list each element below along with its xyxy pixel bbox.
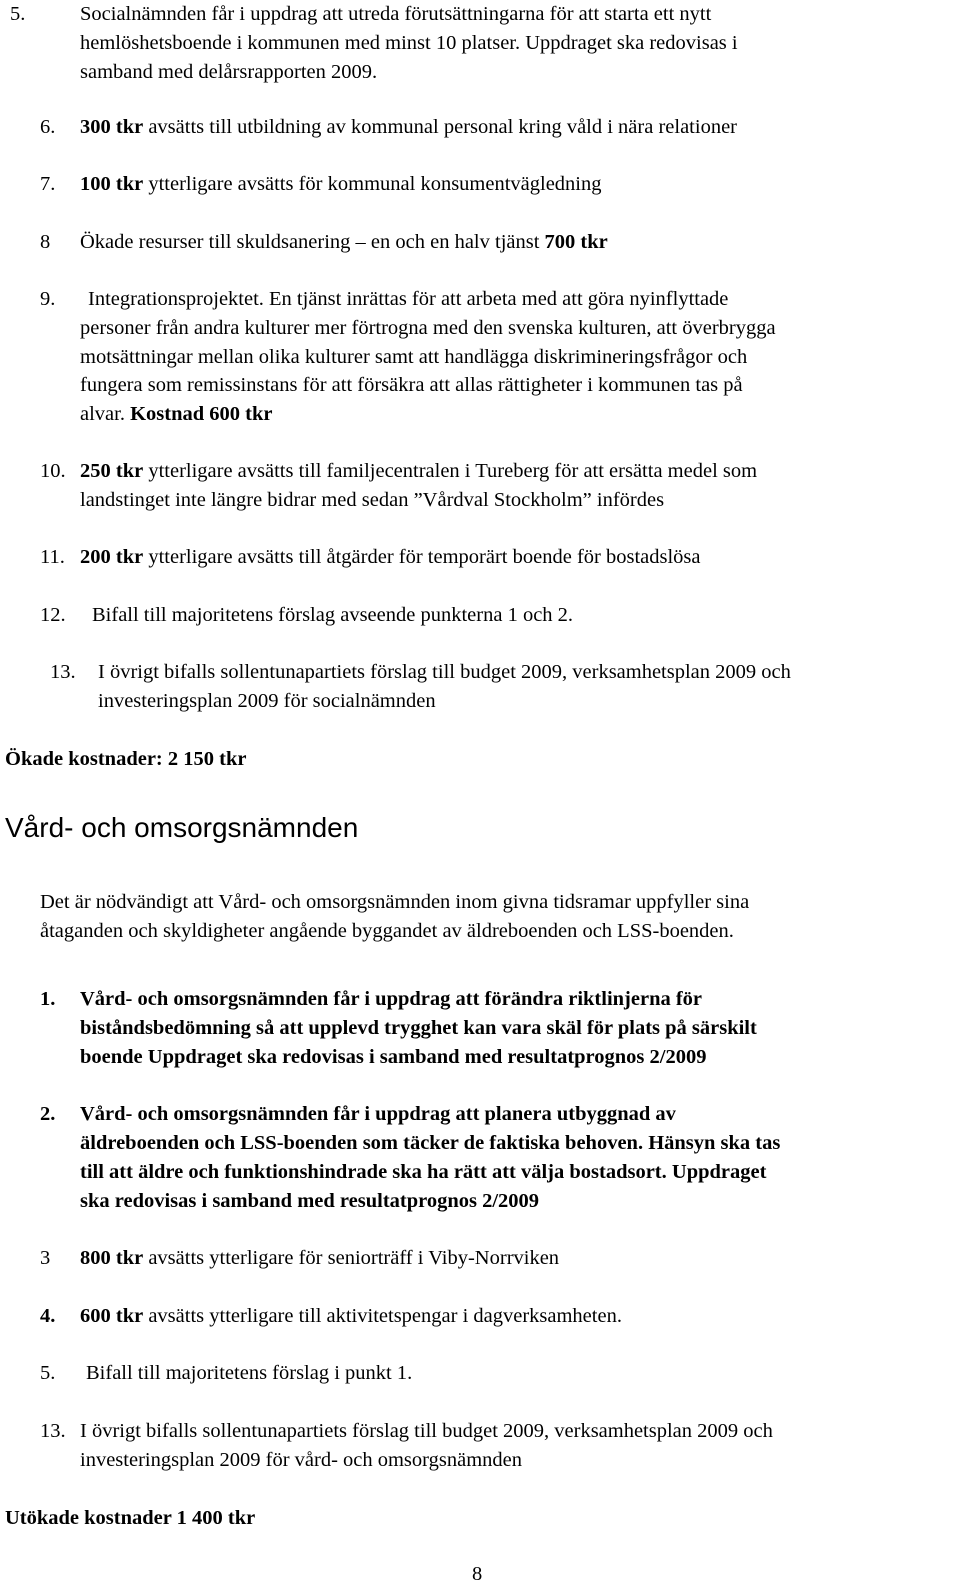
list-item: Bifall till majoritetens förslag avseende punkterna 1 och 2. [92,604,574,626]
cost-summary: Utökade kostnader 1 400 tkr [5,1507,256,1529]
paragraph-line: ska redovisas i samband med resultatprognos 2/2009 [80,1190,540,1212]
paragraph-line: Integrationsprojektet. En tjänst inrättas för att arbeta med att göra nyinflyttade [88,288,729,310]
paragraph-line: Vård- och omsorgsnämnden får i uppdrag att planera utbyggnad av [80,1103,676,1125]
paragraph-line: landstinget inte längre bidrar med sedan ”Vårdval Stockholm” infördes [80,489,665,511]
amount: 800 tkr [80,1247,144,1269]
list-item: 200 tkr ytterligare avsätts till åtgärder för temporärt boende för bostadslösa [80,546,701,568]
amount: 250 tkr [80,460,144,482]
amount: 700 tkr [544,231,608,253]
list-number: 10. [40,460,66,482]
list-item: 800 tkr avsätts ytterligare för seniorträff i Viby-Norrviken [80,1247,560,1269]
amount: 200 tkr [80,546,144,568]
page-number: 8 [472,1563,483,1585]
paragraph-line: hemlöshetsboende i kommunen med minst 10 platser. Uppdraget ska redovisas i [80,32,738,54]
list-item: Ökade resurser till skuldsanering – en och en halv tjänst 700 tkr [80,231,608,253]
list-number: 9. [40,288,56,310]
paragraph-line: investeringsplan 2009 för vård- och omsorgsnämnden [80,1449,522,1471]
paragraph-line: fungera som remissinstans för att försäkra att allas rättigheter i kommunen tas på [80,374,743,396]
paragraph-line: investeringsplan 2009 för socialnämnden [98,690,436,712]
list-number: 13. [50,661,76,683]
list-item: 100 tkr ytterligare avsätts för kommunal konsumentvägledning [80,173,602,195]
paragraph-line: motsättningar mellan olika kulturer samt att handlägga diskrimineringsfrågor och [80,346,748,368]
list-number: 7. [40,173,56,195]
list-number: 11. [40,546,65,568]
paragraph-line: Socialnämnden får i uppdrag att utreda förutsättningarna för att starta ett nytt [80,3,712,25]
list-item: Bifall till majoritetens förslag i punkt 1. [86,1362,413,1384]
list-number: 12. [40,604,66,626]
paragraph-line: åtaganden och skyldigheter angående byggandet av äldreboenden och LSS-boenden. [40,920,734,942]
paragraph-line: Vård- och omsorgsnämnden får i uppdrag att förändra riktlinjerna för [80,988,703,1010]
list-number: 13. [40,1420,66,1442]
paragraph-line: Det är nödvändigt att Vård- och omsorgsnämnden inom givna tidsramar uppfyller sina [40,891,750,913]
paragraph-line: I övrigt bifalls sollentunapartiets förslag till budget 2009, verksamhetsplan 2009 och [98,661,791,683]
list-item: 300 tkr avsätts till utbildning av kommunal personal kring våld i nära relationer [80,116,737,138]
paragraph-line: personer från andra kulturer mer förtrogna med den svenska kulturen, att överbrygga [80,317,776,339]
list-number: 3 [40,1247,51,1269]
cost: Kostnad 600 tkr [130,403,273,425]
paragraph-line: biståndsbedömning så att upplevd trygghet kan vara skäl för plats på särskilt [80,1017,757,1039]
paragraph-line: äldreboenden och LSS-boenden som täcker de faktiska behoven. Hänsyn ska tas [80,1132,781,1154]
list-number: 8 [40,231,51,253]
cost-summary: Ökade kostnader: 2 150 tkr [5,748,247,770]
paragraph-line: I övrigt bifalls sollentunapartiets förslag till budget 2009, verksamhetsplan 2009 och [80,1420,773,1442]
list-number: 4. [40,1305,56,1327]
list-number: 1. [40,988,56,1010]
amount: 100 tkr [80,173,144,195]
paragraph-line: alvar. Kostnad 600 tkr [80,403,273,425]
paragraph-line: boende Uppdraget ska redovisas i samband med resultatprognos 2/2009 [80,1046,707,1068]
list-number: 6. [40,116,56,138]
list-number: 5. [40,1362,56,1384]
list-item: 250 tkr ytterligare avsätts till familjecentralen i Tureberg för att ersätta medel som [80,460,758,482]
section-heading: Vård- och omsorgsnämnden [5,812,359,843]
paragraph-line: samband med delårsrapporten 2009. [80,61,378,83]
amount: 600 tkr [80,1305,144,1327]
list-item: 600 tkr avsätts ytterligare till aktivitetspengar i dagverksamheten. [80,1305,622,1327]
list-number: 2. [40,1103,56,1125]
amount: 300 tkr [80,116,144,138]
paragraph-line: till att äldre och funktionshindrade ska ha rätt att välja bostadsort. Uppdraget [80,1161,767,1183]
list-number: 5. [10,3,26,25]
